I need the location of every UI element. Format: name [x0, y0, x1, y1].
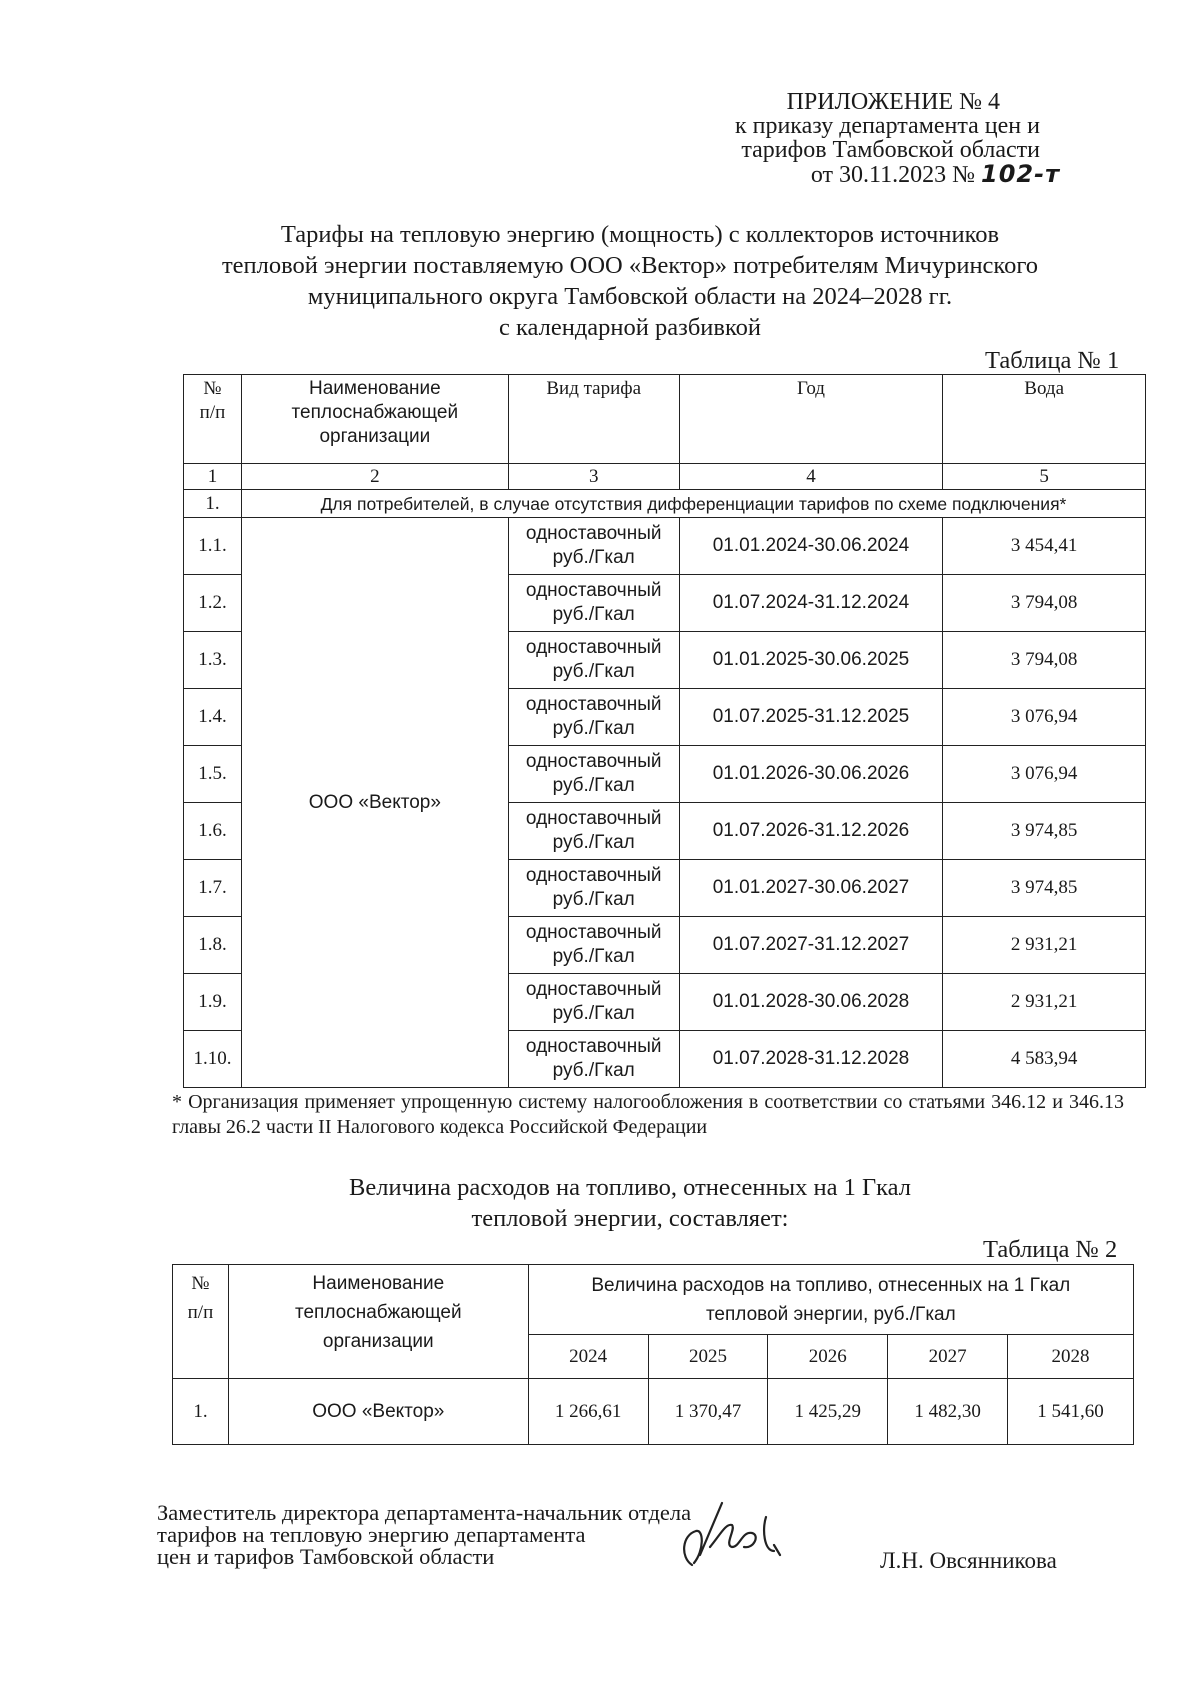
row-period: 01.07.2027-31.12.2027 [679, 917, 943, 974]
header-year: Год [679, 375, 943, 464]
row-value: 2 931,21 [943, 917, 1146, 974]
row-num: 1.5. [184, 746, 242, 803]
row-value: 3 076,94 [943, 746, 1146, 803]
col-number-4: 4 [679, 464, 943, 490]
title-line-2: тепловой энергии поставляемую ООО «Вектор» потребителям Мичуринского [221, 252, 1039, 279]
signer-position-line-1: Заместитель директора департамента-начальник отдела [157, 1500, 692, 1525]
col-number-1: 1 [184, 464, 242, 490]
appendix-order-line: к приказу департамента цен и [734, 113, 1040, 139]
header-expense: Величина расходов на топливо, отнесенных на 1 Гкал тепловой энергии, руб./Гкал [528, 1265, 1133, 1335]
appendix-date-line [0, 162, 1060, 187]
row-type: одноставочный руб./Гкал [508, 917, 679, 974]
signer-position-line-2: тарифов на тепловую энергию департамента [157, 1522, 586, 1547]
value-2024: 1 266,61 [528, 1379, 648, 1445]
handwritten-order-number: 102-т [981, 160, 1060, 188]
table1-section-row [184, 490, 1146, 518]
row-type: одноставочный руб./Гкал [508, 689, 679, 746]
col-number-2: 2 [241, 464, 508, 490]
handwritten-signature-icon [670, 1495, 820, 1570]
row-org: ООО «Вектор» [228, 1379, 528, 1445]
row-num: 1. [173, 1379, 229, 1445]
row-period: 01.07.2024-31.12.2024 [679, 575, 943, 632]
value-2025: 1 370,47 [648, 1379, 768, 1445]
document-title [150, 219, 1110, 343]
row-period: 01.07.2026-31.12.2026 [679, 803, 943, 860]
row-value: 4 583,94 [943, 1031, 1146, 1088]
signature-block [157, 1502, 691, 1568]
table1-caption: Таблица № 1 [985, 347, 1120, 374]
table-row [184, 518, 1146, 575]
signer-name: Л.Н. Овсянникова [880, 1548, 1057, 1573]
row-type: одноставочный руб./Гкал [508, 860, 679, 917]
header-num: № п/п [173, 1265, 229, 1379]
org-name-cell: ООО «Вектор» [241, 518, 508, 1088]
section2-heading [300, 1172, 960, 1234]
row-type: одноставочный руб./Гкал [508, 632, 679, 689]
col-number-3: 3 [508, 464, 679, 490]
row-period: 01.07.2025-31.12.2025 [679, 689, 943, 746]
row-value: 3 794,08 [943, 575, 1146, 632]
row-value: 3 076,94 [943, 689, 1146, 746]
section-num: 1. [184, 490, 242, 518]
row-period: 01.01.2027-30.06.2027 [679, 860, 943, 917]
title-line-4: с календарной разбивкой [499, 314, 761, 341]
row-value: 3 974,85 [943, 803, 1146, 860]
year-2027: 2027 [888, 1335, 1008, 1379]
value-2028: 1 541,60 [1008, 1379, 1134, 1445]
row-num: 1.1. [184, 518, 242, 575]
row-period: 01.01.2028-30.06.2028 [679, 974, 943, 1031]
col-number-5: 5 [943, 464, 1146, 490]
row-value: 2 931,21 [943, 974, 1146, 1031]
row-value: 3 794,08 [943, 632, 1146, 689]
row-num: 1.3. [184, 632, 242, 689]
row-value: 3 454,41 [943, 518, 1146, 575]
row-num: 1.6. [184, 803, 242, 860]
year-2028: 2028 [1008, 1335, 1134, 1379]
title-line-1: Тарифы на тепловую энергию (мощность) с коллекторов источников [280, 221, 1000, 248]
section2-line-1: Величина расходов на топливо, отнесенных на 1 Гкал [349, 1174, 911, 1201]
fuel-cost-table [172, 1264, 1134, 1445]
value-2027: 1 482,30 [888, 1379, 1008, 1445]
row-num: 1.4. [184, 689, 242, 746]
section2-line-2: тепловой энергии, составляет: [471, 1205, 789, 1232]
row-type: одноставочный руб./Гкал [508, 1031, 679, 1088]
row-type: одноставочный руб./Гкал [508, 518, 679, 575]
section-label: Для потребителей, в случае отсутствия дифференциации тарифов по схеме подключения* [241, 490, 1145, 518]
table-row [173, 1379, 1134, 1445]
row-num: 1.2. [184, 575, 242, 632]
table1-header-row [184, 375, 1146, 464]
row-type: одноставочный руб./Гкал [508, 974, 679, 1031]
signer-position-line-3: цен и тарифов Тамбовской области [157, 1544, 495, 1569]
table1-column-numbers [184, 464, 1146, 490]
value-2026: 1 425,29 [768, 1379, 888, 1445]
appendix-dept-line: тарифов Тамбовской области [741, 137, 1040, 163]
header-org: Наименование теплоснабжающей организации [241, 375, 508, 464]
year-2025: 2025 [648, 1335, 768, 1379]
row-period: 01.01.2024-30.06.2024 [679, 518, 943, 575]
title-line-3: муниципального округа Тамбовской области на 2024–2028 гг. [307, 283, 953, 310]
table2-header-row [173, 1265, 1134, 1335]
row-period: 01.01.2025-30.06.2025 [679, 632, 943, 689]
appendix-header [0, 89, 1060, 188]
tariff-table [183, 374, 1146, 1088]
row-period: 01.01.2026-30.06.2026 [679, 746, 943, 803]
row-type: одноставочный руб./Гкал [508, 803, 679, 860]
row-type: одноставочный руб./Гкал [508, 575, 679, 632]
row-period: 01.07.2028-31.12.2028 [679, 1031, 943, 1088]
row-num: 1.9. [184, 974, 242, 1031]
footnote: * Организация применяет упрощенную систему налогообложения в соответствии со статьями 346.12 и 346.13 главы 26.2 части II Налогового кодекса Российской Федерации [172, 1091, 1124, 1138]
year-2024: 2024 [528, 1335, 648, 1379]
row-num: 1.8. [184, 917, 242, 974]
row-num: 1.7. [184, 860, 242, 917]
row-value: 3 974,85 [943, 860, 1146, 917]
appendix-title: ПРИЛОЖЕНИЕ № 4 [786, 89, 1000, 115]
table2-caption: Таблица № 2 [983, 1236, 1118, 1263]
header-num: № п/п [184, 375, 242, 464]
appendix-date: от 30.11.2023 № [810, 162, 976, 188]
header-org: Наименование теплоснабжающей организации [228, 1265, 528, 1379]
header-water: Вода [943, 375, 1146, 464]
row-type: одноставочный руб./Гкал [508, 746, 679, 803]
year-2026: 2026 [768, 1335, 888, 1379]
header-tariff-type: Вид тарифа [508, 375, 679, 464]
row-num: 1.10. [184, 1031, 242, 1088]
